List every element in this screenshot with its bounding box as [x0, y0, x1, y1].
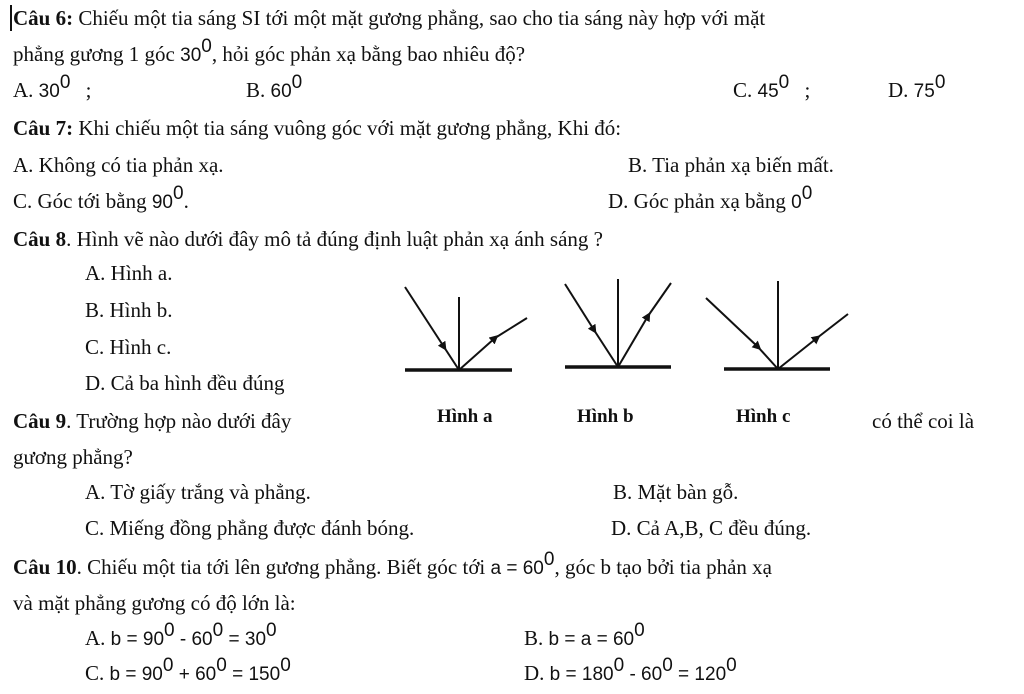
figure-a-incident-ray: [444, 347, 459, 370]
q10-text1b: , góc b tạo bởi tia phản xạ: [554, 555, 772, 579]
q9-option-d: D. Cả A,B, C đều đúng.: [611, 516, 812, 540]
q9-label: Câu 9: [13, 409, 67, 433]
q10-option-b-sup: 0: [634, 620, 645, 641]
figure-a-caption: Hình a: [437, 406, 493, 427]
q10-option-c-sup3: 0: [280, 655, 291, 676]
q8-label: Câu 8: [13, 227, 67, 251]
q10-option-a-sup3: 0: [266, 620, 277, 641]
q7-label: Câu 7:: [13, 116, 74, 140]
figure-b: [565, 279, 671, 367]
figure-c-reflected-ray: [817, 314, 848, 338]
q6-option-c-letter: C.: [733, 78, 753, 102]
q6-option-c-sep: ;: [804, 78, 811, 102]
q10-option-c-expr2: + 60: [173, 664, 217, 685]
q6-option-d-value: 75: [913, 81, 935, 102]
q10-option-d-sup3: 0: [726, 655, 737, 676]
q6-text2a: phẳng gương 1 góc: [13, 42, 175, 66]
q10-option-a-sup2: 0: [212, 620, 224, 641]
figure-a-incident-arrow: [405, 287, 444, 347]
q10-option-d-expr1: b = 180: [549, 664, 614, 685]
q10-option-d-letter: D.: [524, 661, 545, 685]
q9-text2: gương phẳng?: [13, 445, 133, 469]
q7-option-d-deg: 0: [801, 183, 813, 204]
q10-option-a: [85, 620, 277, 650]
q10-eq-deg: 0: [543, 549, 555, 570]
figure-c-reflected-arrow: [778, 338, 817, 369]
figure-b-reflected-ray: [648, 283, 671, 316]
q9-option-b: B. Mặt bàn gỗ.: [613, 480, 739, 504]
q10-option-d-expr2: - 60: [624, 664, 663, 685]
q6-text1: Chiếu một tia sáng SI tới một mặt gương phẳng, sao cho tia sáng này hợp với mặt: [78, 6, 766, 30]
q10-text2: và mặt phẳng gương có độ lớn là:: [13, 591, 296, 615]
q6-angle: 30: [180, 45, 202, 66]
figure-c-incident-ray: [758, 347, 778, 369]
figure-b-incident-arrow: [565, 284, 594, 330]
q7-option-b: B. Tia phản xạ biến mất.: [628, 153, 834, 177]
q6-label: Câu 6:: [13, 6, 74, 30]
q7-option-d-text: D. Góc phản xạ bằng: [608, 189, 786, 213]
q10-option-c-expr3: = 150: [226, 664, 281, 685]
q10-option-c-sup2: 0: [216, 655, 227, 676]
q10-option-a-expr1: b = 90: [110, 629, 165, 650]
q7-text: Khi chiếu một tia sáng vuông góc với mặt gương phẳng, Khi đó:: [78, 116, 622, 140]
q6-option-b-deg: 0: [291, 72, 303, 93]
q7-option-c-deg: 0: [172, 183, 184, 204]
q9-line1-start: [13, 411, 291, 432]
q10-option-d: [524, 655, 737, 685]
figure-b-incident-ray: [594, 330, 618, 367]
q7-option-c-value: 90: [151, 192, 173, 213]
q10-option-c: [85, 655, 291, 685]
q6-option-a-deg: 0: [59, 72, 71, 93]
figure-c-caption: Hình c: [736, 406, 791, 427]
q6-option-a-sep: ;: [85, 78, 92, 102]
figure-b-reflected-arrow: [618, 316, 648, 367]
q6-option-c-deg: 0: [778, 72, 790, 93]
q10-option-a-sup1: 0: [164, 620, 175, 641]
q8-option-a: A. Hình a.: [85, 261, 173, 285]
q6-option-d-letter: D.: [888, 78, 909, 102]
figure-a: [405, 287, 527, 370]
q10-option-a-expr2: - 60: [174, 629, 213, 650]
q10-label: Câu 10: [13, 555, 77, 579]
q7-option-a: A. Không có tia phản xạ.: [13, 153, 224, 177]
q9-option-a: A. Tờ giấy trắng và phẳng.: [85, 480, 311, 504]
q9-text-end: có thể coi là: [872, 409, 975, 433]
q8-text: . Hình vẽ nào dưới đây mô tả đúng định luật phản xạ ánh sáng ?: [66, 227, 603, 251]
q8-option-b: B. Hình b.: [85, 298, 173, 322]
q10-option-c-sup1: 0: [162, 655, 174, 676]
q10-eq: a = 60: [490, 558, 544, 579]
q10-line1: [13, 549, 772, 579]
q9-text-start: . Trường hợp nào dưới đây: [66, 409, 292, 433]
q10-option-a-expr3: = 30: [223, 629, 267, 650]
q10-option-b-expr: b = a = 60: [548, 629, 635, 650]
q6-text2b: , hỏi góc phản xạ bằng bao nhiêu độ?: [211, 42, 526, 66]
figure-b-caption: Hình b: [577, 406, 634, 427]
q8-option-c: C. Hình c.: [85, 335, 172, 359]
q10-option-d-sup2: 0: [662, 655, 673, 676]
figure-a-reflected-arrow: [459, 338, 495, 370]
q7-option-c-end: .: [183, 189, 189, 213]
q8-option-d: D. Cả ba hình đều đúng: [85, 371, 285, 395]
q10-option-d-expr3: = 120: [672, 664, 727, 685]
q6-option-a-letter: A.: [13, 78, 34, 102]
q6-option-b-letter: B.: [246, 78, 266, 102]
q10-option-c-expr1: b = 90: [109, 664, 163, 685]
q7-option-d-value: 0: [791, 192, 802, 213]
q6-option-b-value: 60: [270, 81, 292, 102]
q10-option-b: [524, 620, 645, 650]
figure-c-incident-arrow: [706, 298, 758, 347]
q6-option-d-deg: 0: [934, 72, 946, 93]
q6-angle-deg: 0: [201, 36, 212, 57]
q10-option-d-sup1: 0: [613, 655, 625, 676]
q10-option-a-letter: A.: [85, 626, 106, 650]
q10-option-b-letter: B.: [524, 626, 544, 650]
q7-option-c-text: C. Góc tới bằng: [13, 189, 147, 213]
figure-a-reflected-ray: [495, 318, 527, 338]
q10-option-c-letter: C.: [85, 661, 105, 685]
q6-option-a-value: 30: [38, 81, 60, 102]
q6-option-c-value: 45: [757, 81, 779, 102]
figure-c: [706, 281, 848, 369]
q10-text1a: . Chiếu một tia tới lên gương phẳng. Biết góc tới: [76, 555, 486, 579]
q9-option-c: C. Miếng đồng phẳng được đánh bóng.: [85, 516, 415, 540]
